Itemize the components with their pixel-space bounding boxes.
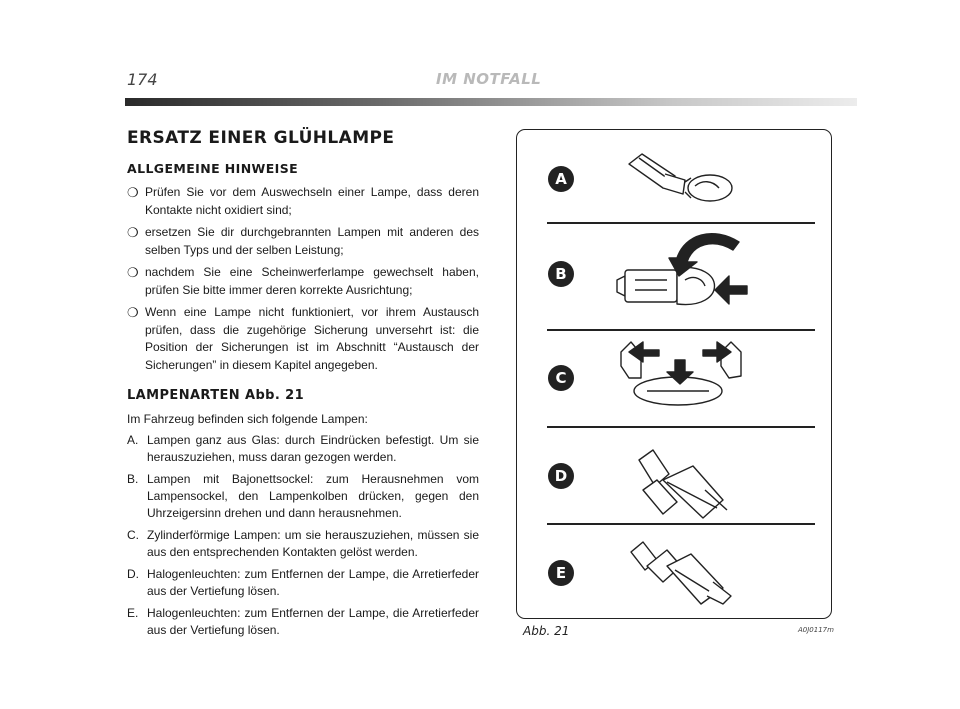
general-heading: ALLGEMEINE HINWEISE: [127, 161, 299, 176]
page-title: ERSATZ EINER GLÜHLAMPE: [127, 128, 395, 148]
type-letter: E.: [127, 606, 139, 620]
bullet-icon: ❍: [127, 306, 139, 321]
list-item: [127, 184, 479, 219]
halogen-h7-icon: [639, 450, 727, 518]
type-text: Lampen ganz aus Glas: durch Eindrücken befestigt. Um sie herauszuziehen, muss daran gezogen werden.: [147, 433, 479, 464]
section-title: IM NOTFALL: [436, 70, 542, 88]
type-letter: D.: [127, 567, 139, 581]
bullet-text: nachdem Sie eine Scheinwerferlampe gewechselt haben, prüfen Sie bitte immer deren korrekte Ausrichtung;: [145, 265, 479, 297]
bullet-text: Wenn eine Lampe nicht funktioniert, vor ihrem Austausch prüfen, dass die zugehörige Sicherung unversehrt ist: die Position der Sicherungen ist im Abschnitt “Austausch der Sicherungen” in diesem Kapitel angegeben.: [145, 305, 479, 372]
header-rule: [125, 98, 857, 106]
bullet-text: Prüfen Sie vor dem Auswechseln einer Lampe, dass deren Kontakte nicht oxidiert sind;: [145, 185, 479, 217]
lamp-figure: [516, 129, 832, 619]
bullet-icon: ❍: [127, 266, 139, 281]
type-text: Lampen mit Bajonettsockel: zum Herausnehmen vom Lampensockel, den Lampenkolben drücken, gegen den Uhrzeigersinn drehen und dann herausnehmen.: [147, 472, 479, 520]
type-text: Zylinderförmige Lampen: um sie herauszuziehen, müssen sie aus den entsprechenden Kontakten gelöst werden.: [147, 528, 479, 559]
lamp-types-heading: LAMPENARTEN Abb. 21: [127, 388, 305, 403]
type-letter: B.: [127, 472, 139, 486]
list-item: [127, 264, 479, 299]
type-text: Halogenleuchten: zum Entfernen der Lampe, die Arretierfeder aus der Vertiefung lösen.: [147, 606, 479, 637]
list-item: [127, 304, 479, 374]
bayonet-bulb-icon: [617, 267, 715, 304]
page-number: 174: [127, 70, 158, 89]
rotate-arrow-icon: [669, 234, 739, 276]
wedge-bulb-icon: [629, 154, 732, 201]
type-letter: C.: [127, 528, 139, 542]
figure-label-d: D: [548, 463, 574, 489]
bullet-icon: ❍: [127, 226, 139, 241]
list-item: [127, 224, 479, 259]
lamp-intro: Im Fahrzeug befinden sich folgende Lampen:: [127, 412, 368, 426]
lamp-types-list: [127, 432, 479, 639]
figure-code: A0J0117m: [798, 626, 834, 634]
list-item: [127, 432, 479, 466]
push-arrow-icon: [715, 276, 747, 304]
figure-caption: Abb. 21: [523, 624, 570, 638]
figure-label-a: A: [548, 166, 574, 192]
text-column: [127, 128, 479, 644]
type-letter: A.: [127, 433, 139, 447]
lamp-illustrations: [517, 130, 833, 620]
bullet-list: [127, 184, 479, 374]
list-item: [127, 566, 479, 600]
bullet-text: ersetzen Sie dir durchgebrannten Lampen mit anderen des selben Typs und der selben Leistung;: [145, 225, 479, 257]
bullet-icon: ❍: [127, 186, 139, 201]
figure-label-b: B: [548, 261, 574, 287]
type-text: Halogenleuchten: zum Entfernen der Lampe, die Arretierfeder aus der Vertiefung lösen.: [147, 567, 479, 598]
figure-label-c: C: [548, 365, 574, 391]
list-item: [127, 605, 479, 639]
list-item: [127, 527, 479, 561]
halogen-h1-icon: [631, 542, 731, 604]
list-item: [127, 471, 479, 522]
figure-label-e: E: [548, 560, 574, 586]
